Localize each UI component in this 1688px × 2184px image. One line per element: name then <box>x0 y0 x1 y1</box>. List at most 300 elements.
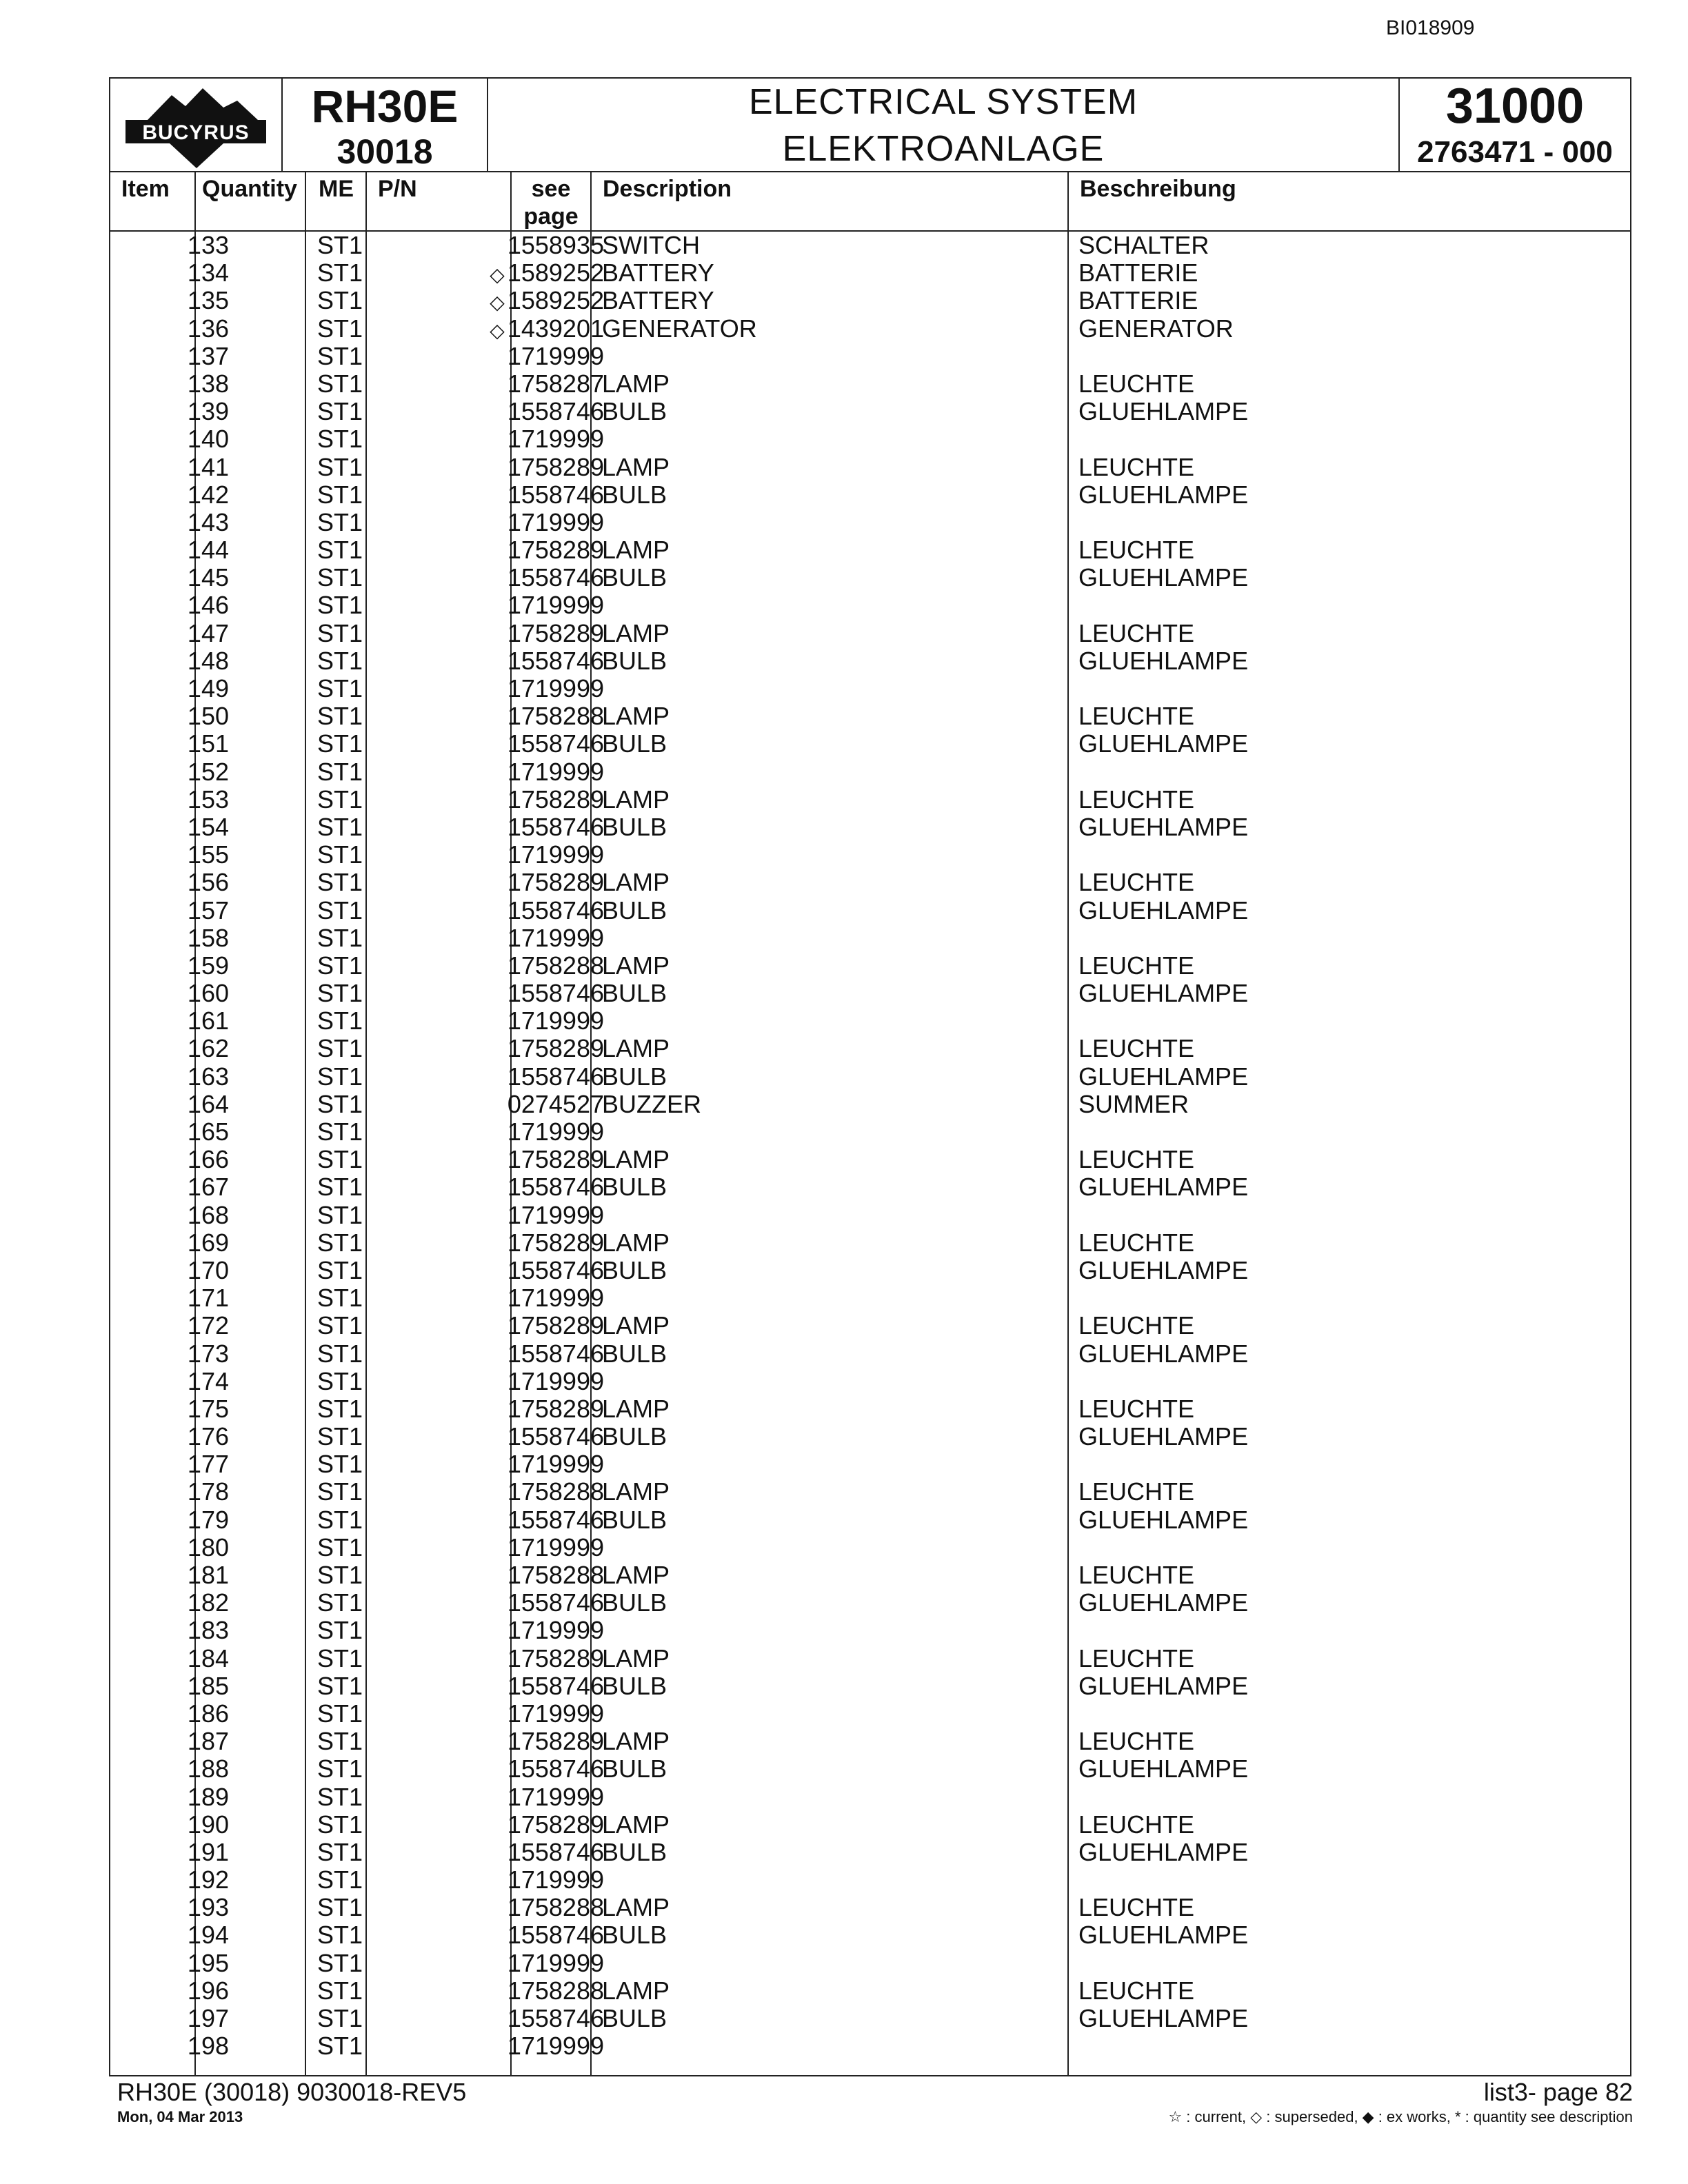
description-cell: BATTERY <box>602 259 714 287</box>
table-row <box>110 620 1630 647</box>
pn-cell: 1758288 <box>507 1561 604 1589</box>
table-row <box>110 1866 1630 1894</box>
pn-cell: 1719999 <box>507 591 604 620</box>
me-cell: ST <box>317 1893 350 1922</box>
beschreibung-cell: LEUCHTE <box>1078 1394 1195 1423</box>
me-cell: ST <box>317 1089 350 1118</box>
quantity-cell: 1 <box>348 1228 363 1257</box>
table-row <box>110 1728 1630 1755</box>
pn-cell: 1758289 <box>507 1810 604 1839</box>
me-cell: ST <box>317 1948 350 1977</box>
beschreibung-cell: GLUEHLAMPE <box>1078 1921 1249 1950</box>
description-cell: LAMP <box>602 868 670 897</box>
pn-cell: 1719999 <box>507 425 604 454</box>
table-row <box>110 1811 1630 1839</box>
item-cell: 143 <box>187 507 229 536</box>
table-row <box>110 1368 1630 1395</box>
item-cell: 147 <box>187 618 229 647</box>
quantity-cell: 1 <box>348 507 363 536</box>
pn-value: 1589252 <box>507 286 604 315</box>
description-cell: LAMP <box>602 452 670 481</box>
col-header-description: Description <box>603 176 732 202</box>
beschreibung-cell: GLUEHLAMPE <box>1078 480 1249 509</box>
quantity-cell: 1 <box>348 1311 363 1340</box>
description-cell: LAMP <box>602 369 670 398</box>
me-cell: ST <box>317 1255 350 1284</box>
quantity-cell: 1 <box>348 1893 363 1922</box>
quantity-cell: 1 <box>348 1505 363 1534</box>
quantity-cell: 1 <box>348 812 363 841</box>
beschreibung-cell: LEUCHTE <box>1078 369 1195 398</box>
beschreibung-cell: LEUCHTE <box>1078 785 1195 813</box>
footer-date: Mon, 04 Mar 2013 <box>117 2108 243 2125</box>
table-row <box>110 1561 1630 1589</box>
pn-cell: 1558746 <box>507 1588 604 1617</box>
me-cell: ST <box>317 1837 350 1866</box>
item-cell: 184 <box>187 1644 229 1672</box>
item-cell: 168 <box>187 1200 229 1229</box>
me-cell: ST <box>317 979 350 1008</box>
pn-cell: 1719999 <box>507 1866 604 1894</box>
table-row <box>110 454 1630 481</box>
description-cell: GENERATOR <box>602 314 757 343</box>
description-cell: LAMP <box>602 1228 670 1257</box>
quantity-cell: 1 <box>348 923 363 952</box>
pn-cell: 1758289 <box>507 868 604 897</box>
quantity-cell: 1 <box>348 1422 363 1451</box>
item-cell: 188 <box>187 1755 229 1783</box>
me-cell: ST <box>317 1284 350 1313</box>
pn-cell: 1719999 <box>507 1616 604 1645</box>
description-cell: BULB <box>602 480 667 509</box>
item-cell: 153 <box>187 785 229 813</box>
beschreibung-cell: GLUEHLAMPE <box>1078 1588 1249 1617</box>
quantity-cell: 1 <box>348 1837 363 1866</box>
beschreibung-cell: LEUCHTE <box>1078 618 1195 647</box>
description-cell: LAMP <box>602 785 670 813</box>
me-cell: ST <box>317 1339 350 1368</box>
quantity-cell: 1 <box>348 1782 363 1811</box>
me-cell: ST <box>317 1588 350 1617</box>
description-cell: LAMP <box>602 1394 670 1423</box>
beschreibung-cell: LEUCHTE <box>1078 1477 1195 1506</box>
quantity-cell: 1 <box>348 979 363 1008</box>
pn-cell: 1719999 <box>507 2032 604 2061</box>
footer-legend: ☆ : current, ◇ : superseded, ◆ : ex works, * : quantity see description <box>1168 2108 1633 2125</box>
me-cell: ST <box>317 1118 350 1146</box>
me-cell: ST <box>317 1477 350 1506</box>
me-cell: ST <box>317 1727 350 1756</box>
quantity-cell: 1 <box>348 1007 363 1035</box>
quantity-cell: 1 <box>348 757 363 786</box>
description-cell: BULB <box>602 1837 667 1866</box>
description-cell: BULB <box>602 1062 667 1091</box>
me-cell: ST <box>317 1671 350 1700</box>
beschreibung-cell: GLUEHLAMPE <box>1078 979 1249 1008</box>
me-cell: ST <box>317 646 350 675</box>
me-cell: ST <box>317 231 350 259</box>
table-body <box>110 232 1630 2060</box>
quantity-cell: 1 <box>348 314 363 343</box>
me-cell: ST <box>317 1505 350 1534</box>
pn-cell: 1758289 <box>507 1727 604 1756</box>
table-row <box>110 1284 1630 1312</box>
item-cell: 191 <box>187 1837 229 1866</box>
pn-cell: 1758288 <box>507 1893 604 1922</box>
pn-cell: 1758289 <box>507 1145 604 1174</box>
description-cell: LAMP <box>602 1561 670 1589</box>
me-cell: ST <box>317 1422 350 1451</box>
item-cell: 195 <box>187 1948 229 1977</box>
group-number: 31000 <box>1445 79 1585 134</box>
beschreibung-cell: SCHALTER <box>1078 231 1209 259</box>
description-cell: BULB <box>602 1255 667 1284</box>
quantity-cell: 1 <box>348 286 363 315</box>
description-cell: BULB <box>602 1505 667 1534</box>
page-header <box>109 77 1631 172</box>
beschreibung-cell: LEUCHTE <box>1078 1644 1195 1672</box>
pn-cell: 1758288 <box>507 702 604 731</box>
quantity-cell: 1 <box>348 397 363 426</box>
pn-cell: 1558746 <box>507 812 604 841</box>
me-cell: ST <box>317 507 350 536</box>
beschreibung-cell: LEUCHTE <box>1078 452 1195 481</box>
item-cell: 155 <box>187 840 229 869</box>
quantity-cell: 1 <box>348 341 363 370</box>
me-cell: ST <box>317 812 350 841</box>
description-cell: BULB <box>602 1921 667 1950</box>
pn-cell: 1758288 <box>507 951 604 980</box>
me-cell: ST <box>317 757 350 786</box>
me-cell: ST <box>317 1616 350 1645</box>
beschreibung-cell: GLUEHLAMPE <box>1078 1062 1249 1091</box>
beschreibung-cell: GLUEHLAMPE <box>1078 1755 1249 1783</box>
pn-cell: 1558746 <box>507 1837 604 1866</box>
beschreibung-cell: GLUEHLAMPE <box>1078 1339 1249 1368</box>
me-cell: ST <box>317 259 350 287</box>
me-cell: ST <box>317 1533 350 1561</box>
item-cell: 193 <box>187 1893 229 1922</box>
col-header-see: see <box>531 176 571 202</box>
me-cell: ST <box>317 1200 350 1229</box>
table-row <box>110 425 1630 453</box>
item-cell: 165 <box>187 1118 229 1146</box>
pn-cell: 1719999 <box>507 1366 604 1395</box>
item-cell: 158 <box>187 923 229 952</box>
item-cell: 146 <box>187 591 229 620</box>
quantity-cell: 1 <box>348 2032 363 2061</box>
col-header-me: ME <box>319 176 354 202</box>
pn-cell: 1758288 <box>507 1976 604 2005</box>
pn-cell: 1558746 <box>507 563 604 592</box>
table-row <box>110 481 1630 509</box>
pn-cell: 1719999 <box>507 1450 604 1479</box>
description-cell: LAMP <box>602 1976 670 2005</box>
me-cell: ST <box>317 618 350 647</box>
pn-cell: 1758289 <box>507 1034 604 1063</box>
quantity-cell: 1 <box>348 1366 363 1395</box>
item-cell: 159 <box>187 951 229 980</box>
pn-cell: 1758289 <box>507 1644 604 1672</box>
item-cell: 181 <box>187 1561 229 1589</box>
description-cell: LAMP <box>602 1145 670 1174</box>
quantity-cell: 1 <box>348 480 363 509</box>
pn-cell: 1719999 <box>507 1118 604 1146</box>
description-cell: BULB <box>602 1671 667 1700</box>
item-cell: 166 <box>187 1145 229 1174</box>
pn-cell: 1758289 <box>507 1228 604 1257</box>
me-cell: ST <box>317 1145 350 1174</box>
group-cell <box>1400 79 1630 171</box>
quantity-cell: 1 <box>348 1284 363 1313</box>
item-cell: 173 <box>187 1339 229 1368</box>
description-cell: BULB <box>602 397 667 426</box>
quantity-cell: 1 <box>348 1118 363 1146</box>
quantity-cell: 1 <box>348 1034 363 1063</box>
quantity-cell: 1 <box>348 702 363 731</box>
description-cell: LAMP <box>602 618 670 647</box>
quantity-cell: 1 <box>348 840 363 869</box>
me-cell: ST <box>317 1450 350 1479</box>
item-cell: 177 <box>187 1450 229 1479</box>
item-cell: 183 <box>187 1616 229 1645</box>
col-header-item: Item <box>121 176 170 202</box>
pn-cell: 1719999 <box>507 1284 604 1313</box>
me-cell: ST <box>317 1561 350 1589</box>
beschreibung-cell: LEUCHTE <box>1078 1561 1195 1589</box>
pn-cell: 1719999 <box>507 1200 604 1229</box>
beschreibung-cell: GLUEHLAMPE <box>1078 729 1249 758</box>
pn-cell: 1558746 <box>507 1921 604 1950</box>
item-cell: 167 <box>187 1173 229 1202</box>
beschreibung-cell: BATTERIE <box>1078 286 1198 315</box>
quantity-cell: 1 <box>348 591 363 620</box>
description-cell: BUZZER <box>602 1089 701 1118</box>
me-cell: ST <box>317 1755 350 1783</box>
me-cell: ST <box>317 729 350 758</box>
quantity-cell: 1 <box>348 1866 363 1894</box>
description-cell: BULB <box>602 812 667 841</box>
me-cell: ST <box>317 480 350 509</box>
pn-value: 1439201 <box>507 314 604 343</box>
bucyrus-logo <box>120 80 272 170</box>
description-cell: BULB <box>602 1339 667 1368</box>
table-row <box>110 1312 1630 1339</box>
item-cell: 162 <box>187 1034 229 1063</box>
quantity-cell: 1 <box>348 1450 363 1479</box>
table-row <box>110 536 1630 564</box>
beschreibung-cell: LEUCHTE <box>1078 702 1195 731</box>
quantity-cell: 1 <box>348 951 363 980</box>
table-row <box>110 758 1630 786</box>
table-row <box>110 1478 1630 1506</box>
item-cell: 179 <box>187 1505 229 1534</box>
me-cell: ST <box>317 286 350 315</box>
beschreibung-cell: LEUCHTE <box>1078 951 1195 980</box>
quantity-cell: 1 <box>348 563 363 592</box>
table-row <box>110 2032 1630 2060</box>
description-cell: BULB <box>602 729 667 758</box>
me-cell: ST <box>317 785 350 813</box>
quantity-cell: 1 <box>348 868 363 897</box>
description-cell: LAMP <box>602 1644 670 1672</box>
quantity-cell: 1 <box>348 729 363 758</box>
me-cell: ST <box>317 452 350 481</box>
me-cell: ST <box>317 674 350 702</box>
item-cell: 139 <box>187 397 229 426</box>
pn-cell: 1558746 <box>507 896 604 924</box>
table-row <box>110 2005 1630 2032</box>
me-cell: ST <box>317 1810 350 1839</box>
pn-cell: 1719999 <box>507 507 604 536</box>
table-row <box>110 1395 1630 1423</box>
quantity-cell: 1 <box>348 1200 363 1229</box>
me-cell: ST <box>317 1311 350 1340</box>
me-cell: ST <box>317 1644 350 1672</box>
table-row <box>110 592 1630 619</box>
pn-cell: 1758289 <box>507 785 604 813</box>
item-cell: 137 <box>187 341 229 370</box>
item-cell: 198 <box>187 2032 229 2061</box>
quantity-cell: 1 <box>348 1976 363 2005</box>
table-row <box>110 786 1630 813</box>
beschreibung-cell: GLUEHLAMPE <box>1078 646 1249 675</box>
item-cell: 148 <box>187 646 229 675</box>
serial-number: 30018 <box>336 132 433 171</box>
table-row <box>110 1091 1630 1118</box>
quantity-cell: 1 <box>348 1616 363 1645</box>
item-cell: 178 <box>187 1477 229 1506</box>
description-cell: BULB <box>602 1755 667 1783</box>
document-id: BI018909 <box>1386 17 1475 39</box>
me-cell: ST <box>317 840 350 869</box>
item-cell: 157 <box>187 896 229 924</box>
description-cell: BULB <box>602 1588 667 1617</box>
pn-cell: 1558746 <box>507 1339 604 1368</box>
model-cell <box>283 79 488 171</box>
table-row <box>110 924 1630 952</box>
me-cell: ST <box>317 397 350 426</box>
quantity-cell: 1 <box>348 1727 363 1756</box>
model-number: RH30E <box>311 81 459 132</box>
item-cell: 186 <box>187 1699 229 1728</box>
item-cell: 136 <box>187 314 229 343</box>
table-row <box>110 259 1630 287</box>
description-cell: BATTERY <box>602 286 714 315</box>
quantity-cell: 1 <box>348 1644 363 1672</box>
me-cell: ST <box>317 536 350 565</box>
description-cell: LAMP <box>602 1893 670 1922</box>
col-header-pn: P/N <box>378 176 417 202</box>
beschreibung-cell: GLUEHLAMPE <box>1078 812 1249 841</box>
quantity-cell: 1 <box>348 2004 363 2032</box>
table-row <box>110 841 1630 869</box>
pn-cell: 1758289 <box>507 1394 604 1423</box>
table-row <box>110 1340 1630 1368</box>
table-row <box>110 1118 1630 1146</box>
table-row <box>110 869 1630 896</box>
item-cell: 141 <box>187 452 229 481</box>
table-row <box>110 315 1630 343</box>
item-cell: 160 <box>187 979 229 1008</box>
item-cell: 194 <box>187 1921 229 1950</box>
me-cell: ST <box>317 896 350 924</box>
col-header-page: page <box>523 203 579 230</box>
me-cell: ST <box>317 369 350 398</box>
quantity-cell: 1 <box>348 425 363 454</box>
title-german: ELEKTROANLAGE <box>782 129 1105 169</box>
pn-cell: 1558746 <box>507 1671 604 1700</box>
description-cell: BULB <box>602 979 667 1008</box>
pn-cell: 1719999 <box>507 341 604 370</box>
beschreibung-cell: LEUCHTE <box>1078 868 1195 897</box>
pn-cell: 1558746 <box>507 979 604 1008</box>
table-row <box>110 730 1630 758</box>
beschreibung-cell: GLUEHLAMPE <box>1078 1173 1249 1202</box>
me-cell: ST <box>317 1976 350 2005</box>
table-row <box>110 1257 1630 1284</box>
table-row <box>110 1645 1630 1672</box>
quantity-cell: 1 <box>348 1948 363 1977</box>
item-cell: 163 <box>187 1062 229 1091</box>
item-cell: 151 <box>187 729 229 758</box>
pn-cell: 1758289 <box>507 1311 604 1340</box>
table-row <box>110 1921 1630 1949</box>
pn-cell: 1719999 <box>507 1533 604 1561</box>
quantity-cell: 1 <box>348 1921 363 1950</box>
quantity-cell: 1 <box>348 896 363 924</box>
item-cell: 145 <box>187 563 229 592</box>
pn-cell: 1758288 <box>507 1477 604 1506</box>
table-row <box>110 702 1630 730</box>
table-row <box>110 370 1630 398</box>
quantity-cell: 1 <box>348 1089 363 1118</box>
quantity-cell: 1 <box>348 618 363 647</box>
quantity-cell: 1 <box>348 231 363 259</box>
me-cell: ST <box>317 2004 350 2032</box>
title-english: ELECTRICAL SYSTEM <box>748 82 1138 122</box>
table-row <box>110 398 1630 425</box>
quantity-cell: 1 <box>348 259 363 287</box>
item-cell: 142 <box>187 480 229 509</box>
revision-number: 2763471 - 000 <box>1417 135 1613 169</box>
table-row <box>110 1700 1630 1728</box>
me-cell: ST <box>317 1394 350 1423</box>
pn-cell: 1719999 <box>507 674 604 702</box>
me-cell: ST <box>317 1173 350 1202</box>
me-cell: ST <box>317 702 350 731</box>
pn-cell <box>490 315 604 345</box>
beschreibung-cell: GLUEHLAMPE <box>1078 1837 1249 1866</box>
quantity-cell: 1 <box>348 1810 363 1839</box>
title-cell <box>488 79 1400 171</box>
item-cell: 140 <box>187 425 229 454</box>
pn-cell: 1719999 <box>507 1948 604 1977</box>
beschreibung-cell: GLUEHLAMPE <box>1078 1255 1249 1284</box>
description-cell: SWITCH <box>602 231 700 259</box>
item-cell: 169 <box>187 1228 229 1257</box>
table-row <box>110 1450 1630 1478</box>
footer-model-ref: RH30E (30018) 9030018-REV5 <box>117 2078 467 2106</box>
description-cell: LAMP <box>602 536 670 565</box>
col-header-beschreibung: Beschreibung <box>1080 176 1236 202</box>
description-cell: LAMP <box>602 1034 670 1063</box>
item-cell: 192 <box>187 1866 229 1894</box>
item-cell: 149 <box>187 674 229 702</box>
pn-cell: 1558935 <box>507 231 604 259</box>
table-row <box>110 1783 1630 1811</box>
table-row <box>110 1035 1630 1062</box>
